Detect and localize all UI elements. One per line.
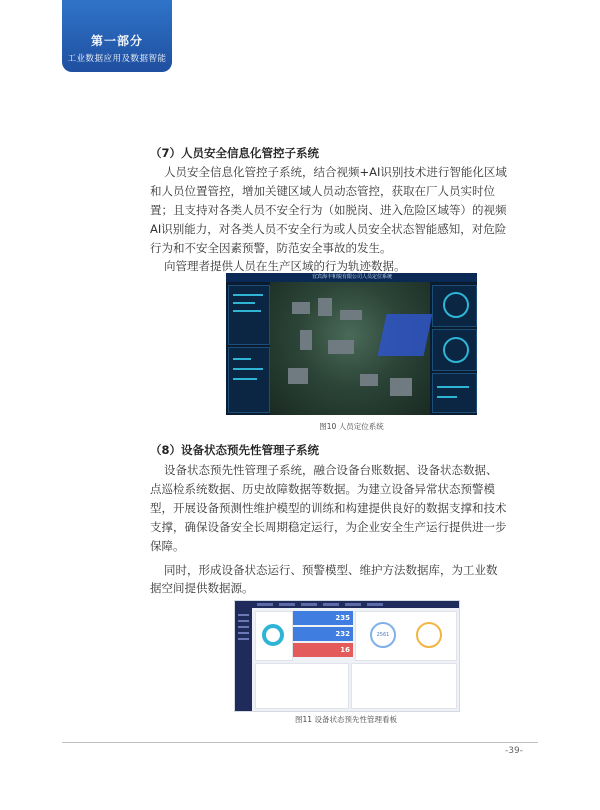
- section8-para2-line-2: 据空间提供数据源。: [150, 581, 254, 595]
- section8-line-5: 保障。: [150, 539, 185, 553]
- dashboard-sidebar: [235, 608, 252, 711]
- section7-line-1: 人员安全信息化管控子系统，结合视频+AI识别技术进行智能化区域: [164, 165, 507, 179]
- footer-rule: [62, 742, 538, 743]
- gauge-value: 2561: [370, 622, 396, 648]
- stat-value-3: 16: [293, 643, 353, 657]
- section7-line-2: 和人员位置管控，增加关键区域人员动态管控，获取在厂人员实时位: [150, 184, 495, 198]
- donut-card: [255, 611, 293, 661]
- page-number: -39-: [505, 746, 523, 756]
- figure11-caption: 图11 设备状态预先性管理看板: [295, 715, 397, 724]
- figure-title: 宜宾海丰和锐有限公司人员定位系统: [311, 274, 392, 280]
- chart-card-right: [351, 663, 457, 709]
- gauge-card: [355, 611, 457, 661]
- right-panel-top: [432, 285, 477, 327]
- section8-heading: （8）设备状态预先性管理子系统: [150, 443, 319, 457]
- highlight-zone: [378, 314, 433, 356]
- part-subtitle: 工业数据应用及数据智能: [67, 54, 167, 64]
- section8-para2-line-1: 同时，形成设备状态运行、预警模型、维护方法数据库，为工业数: [164, 563, 498, 577]
- personnel-location-screenshot: [226, 273, 477, 415]
- part-label: 第一部分: [90, 34, 143, 48]
- section7-line-3: 置；且支持对各类人员不安全行为（如脱岗、进入危险区域等）的视频: [150, 203, 507, 217]
- section7-heading: （7）人员安全信息化管控子系统: [150, 146, 319, 160]
- stat-value-2: 232: [293, 627, 353, 641]
- dashboard-nav: [235, 601, 459, 608]
- city-3d-map: [270, 282, 430, 415]
- right-panel-bottom: [432, 373, 477, 413]
- left-panel-top: [228, 285, 270, 345]
- section8-line-1: 设备状态预先性管理子系统，融合设备台账数据、设备状态数据、: [164, 463, 498, 477]
- section8-line-4: 支撑，确保设备安全长周期稳定运行，为企业安全生产运行提供进一步: [150, 520, 507, 534]
- section8-line-2: 点巡检系统数据、历史故障数据等数据。为建立设备异常状态预警模: [150, 482, 495, 496]
- left-panel-bottom: [228, 347, 270, 413]
- section7-line-5: 行为和不安全因素预警，防范安全事故的发生。: [150, 241, 392, 255]
- equipment-dashboard-screenshot: [234, 600, 460, 712]
- section8-line-3: 型，开展设备预测性维护模型的训练和构建提供良好的数据支撑和技术: [150, 501, 507, 515]
- figure10-caption: 图10 人员定位系统: [319, 422, 384, 431]
- section7-para2: 向管理者提供人员在生产区域的行为轨迹数据。: [164, 259, 406, 273]
- section7-line-4: AI识别能力，对各类人员不安全行为或人员安全状态智能感知，对危险: [150, 222, 507, 236]
- chart-card-left: [255, 663, 349, 709]
- section-tab: [62, 0, 172, 72]
- stat-value-1: 235: [293, 611, 353, 625]
- right-panel-mid: [432, 329, 477, 371]
